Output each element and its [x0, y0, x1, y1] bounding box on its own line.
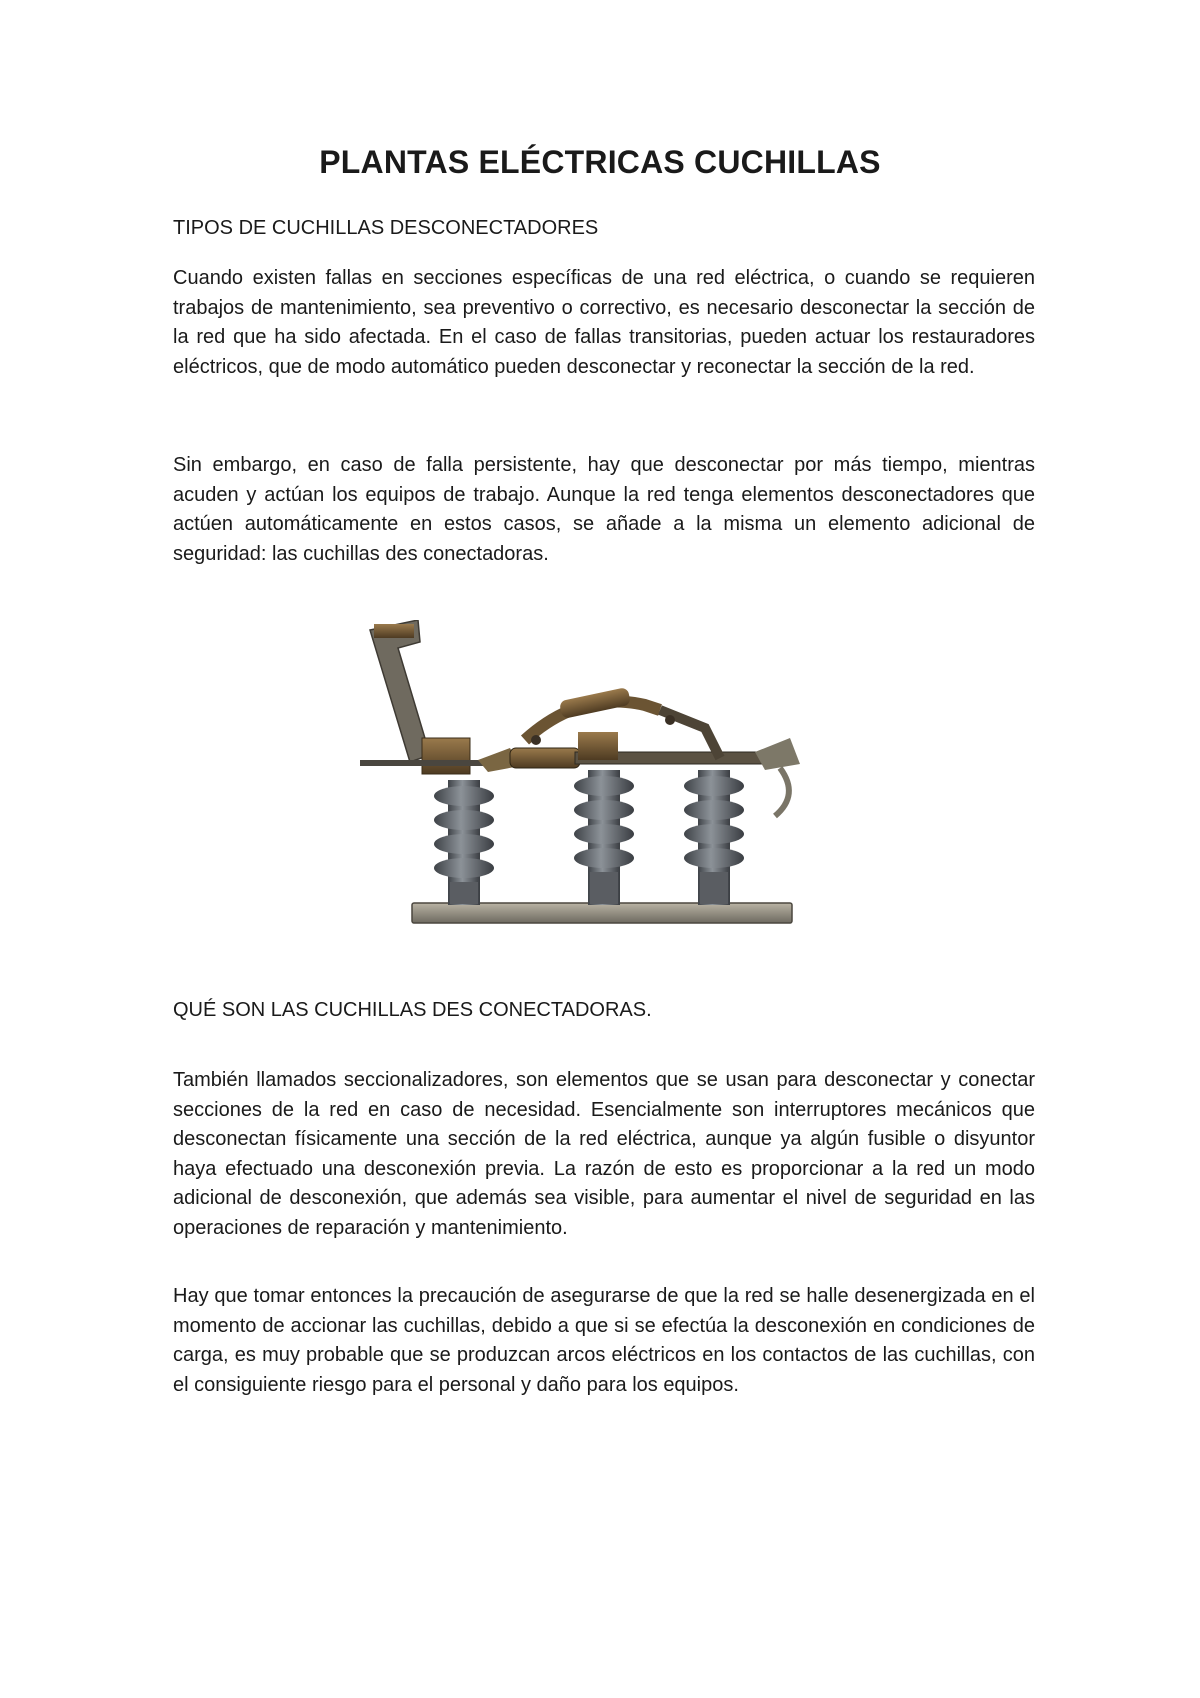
section-heading-que-son: QUÉ SON LAS CUCHILLAS DES CONECTADORAS. [173, 999, 652, 1021]
switch-blade [478, 687, 800, 816]
disconnect-switch-image [360, 620, 850, 935]
paragraph-4: Hay que tomar entonces la precaución de asegurarse de que la red se halle desenergizada en el momento de accionar las cuchillas, debido a que si se efectúa la desconexión en condiciones de carga, es muy probable que se produzcan arcos eléctricos en los contactos de las cuchillas, con el consiguiente riesgo para el personal y daño para los equipos. [173, 1285, 1035, 1396]
section-heading-tipos: TIPOS DE CUCHILLAS DESCONECTADORES [173, 217, 599, 239]
base-plate [412, 903, 792, 923]
hinge-arm [360, 620, 488, 774]
paragraph-2: Sin embargo, en caso de falla persistente, hay que desconectar por más tiempo, mientras acuden y actúan los equipos de trabajo. Aunque la red tenga elementos desconectadores que actúen automáticamente en estos casos, se añade a la misma un elemento adicional de seguridad: las cuchillas des conectadoras. [173, 454, 1035, 565]
paragraph-1: Cuando existen fallas en secciones específicas de una red eléctrica, o cuando se requieren trabajos de mantenimiento, sea preventivo o correctivo, es necesario desconectar la sección de la red que ha sido afectada. En el caso de fallas transitorias, pueden actuar los restauradores eléctricos, que de modo automático pueden desconectar y reconectar la sección de la red. [173, 267, 1035, 378]
insulator-middle [574, 770, 634, 905]
paragraph-3: También llamados seccionalizadores, son elementos que se usan para desconectar y conectar secciones de la red en caso de necesidad. Esencialmente son interruptores mecánicos que desconectan físicamente una sección de la red eléctrica, aunque ya algún fusible o disyuntor haya efectuado una desconexión previa. La razón de esto es proporcionar a la red un modo adicional de desconexión, que además sea visible, para aumentar el nivel de seguridad en las operaciones de reparación y mantenimiento. [173, 1069, 1035, 1239]
page-title: PLANTAS ELÉCTRICAS CUCHILLAS [319, 144, 881, 180]
insulator-right [684, 770, 744, 905]
insulator-left [434, 780, 494, 905]
